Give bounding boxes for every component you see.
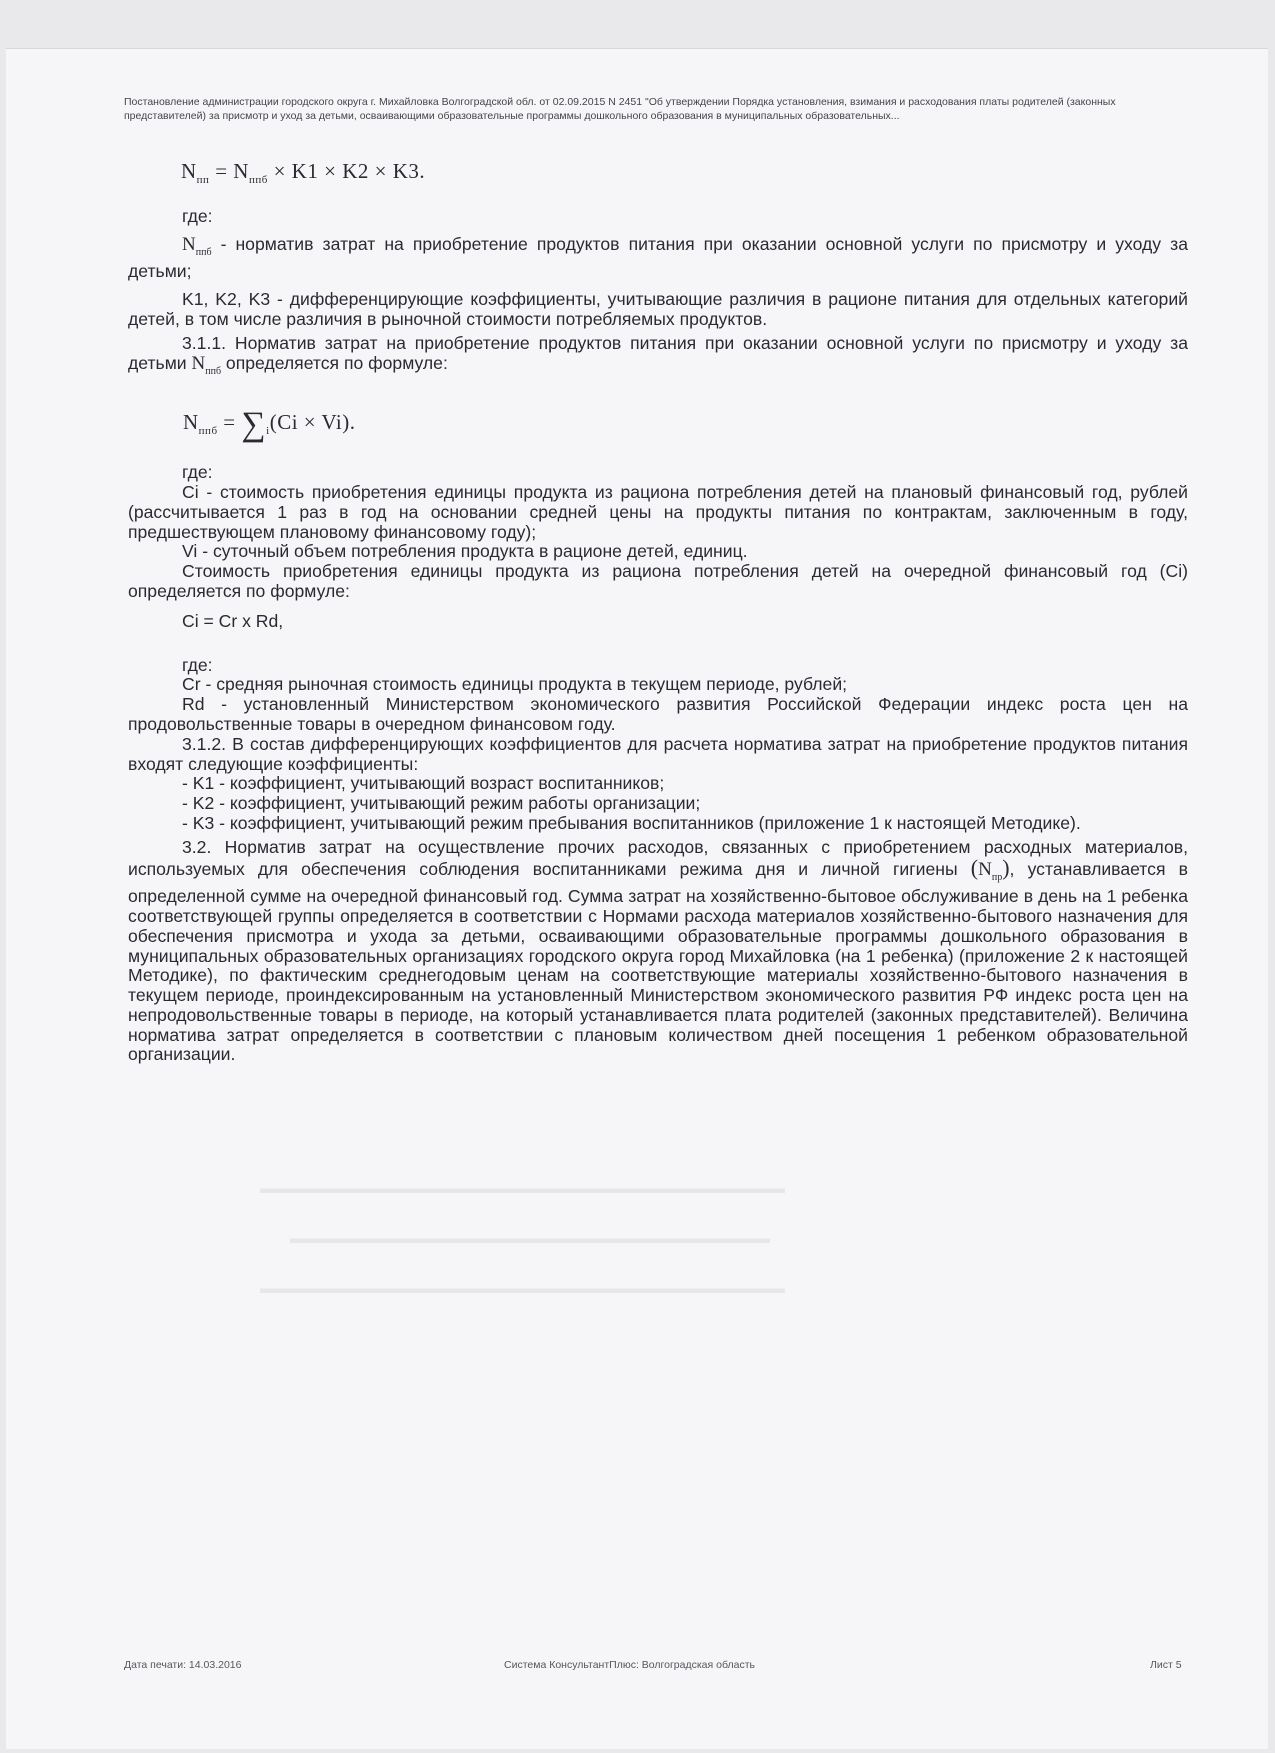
formula-npp: $N_{пп} = N_{ппб} \times K1 \times K2 \times K3$. [181, 159, 426, 187]
paragraph-k-coefficients: K1, K2, K3 - дифференцирующие коэффициенты, учитывающие различия в рационе питания для отдельных категорий детей, в том числе различия в рыночной стоимости потребляемых продуктов. [128, 289, 1188, 329]
paragraph-3-1-1: 3.1.1. Норматив затрат на приобретение продуктов питания при оказании основной услуги по присмотру и уходу за детьми $N_{ппб}$ определяется по формуле: [128, 332, 1188, 377]
where-label: где: [182, 462, 213, 483]
document-body [128, 155, 1188, 1065]
formula-nppb-sum: $N_{ппб} = \sum_i(Ci \times Vi)$. [183, 406, 356, 444]
where-label: где: [182, 654, 213, 675]
paragraph-3-1-2: 3.1.2. В состав дифференцирующих коэффициентов для расчета норматива затрат на приобретение продуктов питания входят следующие коэффициенты: [128, 733, 1188, 774]
paragraph-ci-cost: Стоимость приобретения единицы продукта из рациона потребления детей на очередной финансовый год (Ci) определяется по формуле: [128, 561, 1188, 601]
paragraph-cr-definition: Cr - средняя рыночная стоимость единицы продукта в текущем периоде, рублей; [182, 674, 848, 695]
list-item-k2: - K2 - коэффициент, учитывающий режим работы организации; [182, 793, 701, 814]
show-through-shadow: ▬▬▬▬▬▬▬▬▬▬▬▬▬▬▬▬▬▬▬▬▬▬▬▬▬▬▬▬▬▬▬▬▬▬▬ [260, 1280, 785, 1297]
paragraph-rd-definition: Rd - установленный Министерством экономического развития Российской Федерации индекс роста цен на продовольственные товары в очередном финансовом году. [128, 694, 1188, 734]
footer-print-date: Дата печати: 14.03.2016 [124, 1659, 242, 1671]
footer-sheet-number: Лист 5 [1150, 1659, 1182, 1671]
document-header: Постановление администрации городского округа г. Михайловка Волгоградской обл. от 02.09.2015 N 2451 "Об утверждении Порядка установления, взимания и расходования платы родителей (законных представителей) за присмотр и уход за детьми, осваивающими образовательные программы дошкольного образования в муниципальных образовательных... [124, 96, 1116, 122]
show-through-shadow: ▬▬▬▬▬▬▬▬▬▬▬▬▬▬▬▬▬▬▬▬▬▬▬▬▬▬▬▬▬▬▬▬▬▬▬ [260, 1180, 785, 1197]
where-label: где: [182, 206, 213, 226]
formula-ci: Ci = Cr x Rd, [182, 610, 284, 631]
list-item-k1: - K1 - коэффициент, учитывающий возраст воспитанников; [182, 773, 665, 794]
paragraph-3-2: 3.2. Норматив затрат на осуществление прочих расходов, связанных с приобретением расходных материалов, используемых для обеспечения соблюдения воспитанниками режима дня и личной гигиены $(N_{пр})$, устанавливается в определенной сумме на очередной финансовый год. Сумма затрат на хозяйственно-бытовое обслуживание в день на 1 ребенка соответствующей группы определяется в соответствии с Нормами расхода материалов хозяйственно-бытового назначения для обеспечения присмотра и ухода за детьми, осваивающими образовательные программы дошкольного образования в муниципальных образовательных организациях городского округа город Михайловка (на 1 ребенка) (приложение 2 к настоящей Методике), по фактическим среднегодовым ценам на соответствующие материалы хозяйственно-бытового назначения в текущем периоде, проиндексированным на установленный Министерством экономического развития РФ индекс роста цен на непродовольственные товары в периоде, на который устанавливается плата родителей (законных представителей). Величина норматива затрат определяется в соответствии с плановым количеством дней посещения 1 ребенком образовательной организации. [128, 836, 1188, 1065]
paragraph-ci-definition: Ci - стоимость приобретения единицы продукта из рациона потребления детей на плановый финансовый год, рублей (рассчитывается 1 раз в год на основании средней цены на продукты питания по контрактам, заключенным в году, предшествующем плановому финансовому году); [128, 481, 1188, 542]
list-item-k3: - K3 - коэффициент, учитывающий режим пребывания воспитанников (приложение 1 к настоящей Методике). [182, 812, 1081, 833]
show-through-shadow: ▬▬▬▬▬▬▬▬▬▬▬▬▬▬▬▬▬▬▬▬▬▬▬▬▬▬▬▬▬▬▬▬ [290, 1230, 770, 1247]
footer-system: Система КонсультантПлюс: Волгоградская область [504, 1659, 755, 1671]
paragraph-vi-definition: Vi - суточный объем потребления продукта в рационе детей, единиц. [182, 541, 748, 562]
paragraph-nppb-definition: $N_{ппб}$ - норматив затрат на приобретение продуктов питания при оказании основной услуги по присмотру и уходу за детьми; [128, 233, 1188, 282]
